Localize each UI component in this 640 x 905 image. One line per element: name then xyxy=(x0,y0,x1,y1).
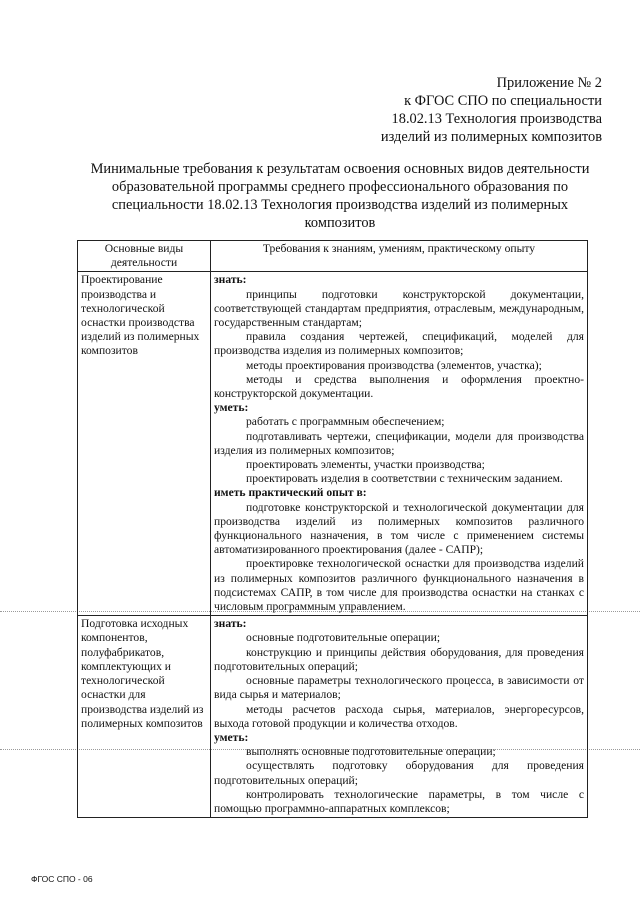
header-requirements: Требования к знаниям, умениям, практическому опыту xyxy=(211,241,588,272)
requirement-item: методы расчетов расхода сырья, материалов, энергоресурсов, выхода готовой продукции и количества отходов. xyxy=(214,702,584,730)
requirement-item: работать с программным обеспечением; xyxy=(246,415,445,429)
requirement-group-label: знать: xyxy=(214,617,247,631)
requirement-item: основные параметры технологического процесса, в зависимости от вида сырья и материалов; xyxy=(214,674,584,702)
activity-cell: Подготовка исходных компонентов, полуфабрикатов, комплектующих и технологической оснастки для производства изделий из полимерных композитов xyxy=(78,616,211,818)
header-activity: Основные виды деятельности xyxy=(78,241,211,272)
title-line: образовательной программы среднего профессионального образования по xyxy=(111,179,569,195)
appendix-line: 18.02.13 Технология производства xyxy=(391,111,602,127)
requirement-item: принципы подготовки конструкторской документации, соответствующей стандартам предприятия, отраслевым, международным, государственным стандартам; xyxy=(214,287,584,330)
requirement-item: проектировать изделия в соответствии с техническим заданием. xyxy=(246,472,563,486)
title-line: Минимальные требования к результатам освоения основных видов деятельности xyxy=(90,161,590,177)
requirement-group-label: уметь: xyxy=(214,730,249,744)
activity-cell: Проектирование производства и технологической оснастки производства изделий из полимерных композитов xyxy=(78,272,211,616)
appendix-line: Приложение № 2 xyxy=(496,75,602,91)
requirement-item: выполнять основные подготовительные операции; xyxy=(246,745,496,759)
document-title xyxy=(70,160,610,232)
requirement-item: проектировке технологической оснастки для производства изделий из полимерных композитов различного функционального назначения в подсистемах САПР, в том числе для производства оснастки на станках с числовым программным управлением. xyxy=(214,557,584,614)
requirement-item: подготавливать чертежи, спецификации, модели для производства изделия из полимерных композитов; xyxy=(214,429,584,457)
requirement-item: методы проектирования производства (элементов, участка); xyxy=(246,358,542,372)
requirement-group-label: знать: xyxy=(214,273,247,287)
requirements-cell xyxy=(211,616,588,818)
table-body xyxy=(78,272,588,818)
requirement-item: контролировать технологические параметры, в том числе с помощью программно-аппаратных комплексов; xyxy=(214,787,584,815)
requirement-item: осуществлять подготовку оборудования для проведения подготовительных операций; xyxy=(214,759,584,787)
appendix-line: к ФГОС СПО по специальности xyxy=(404,93,602,109)
requirement-item: методы и средства выполнения и оформления проектно-конструкторской документации. xyxy=(214,372,584,401)
appendix-header xyxy=(282,74,602,146)
requirement-item: подготовке конструкторской и технологической документации для производства изделий из полимерных композитов различного функционального назначения, в том числе с применением системы автоматизированного проектирования (далее - САПР); xyxy=(214,500,584,557)
requirements-cell xyxy=(211,272,588,616)
page-footer: ФГОС СПО - 06 xyxy=(31,874,93,884)
table-row xyxy=(78,272,588,616)
title-line: композитов xyxy=(304,215,376,231)
title-line: специальности 18.02.13 Технология производства изделий из полимерных xyxy=(111,197,569,213)
requirement-group-label: иметь практический опыт в: xyxy=(214,486,367,500)
table-row xyxy=(78,616,588,818)
requirement-item: конструкцию и принципы действия оборудования, для проведения подготовительных операций; xyxy=(214,645,584,673)
requirement-item: проектировать элементы, участки производства; xyxy=(246,458,485,472)
requirement-item: основные подготовительные операции; xyxy=(246,631,441,645)
appendix-line: изделий из полимерных композитов xyxy=(380,129,602,145)
requirement-item: правила создания чертежей, спецификаций, моделей для производства изделия из полимерных композитов; xyxy=(214,330,584,358)
requirement-group-label: уметь: xyxy=(214,401,249,415)
table-header-row xyxy=(78,241,588,272)
requirements-table xyxy=(77,240,588,818)
